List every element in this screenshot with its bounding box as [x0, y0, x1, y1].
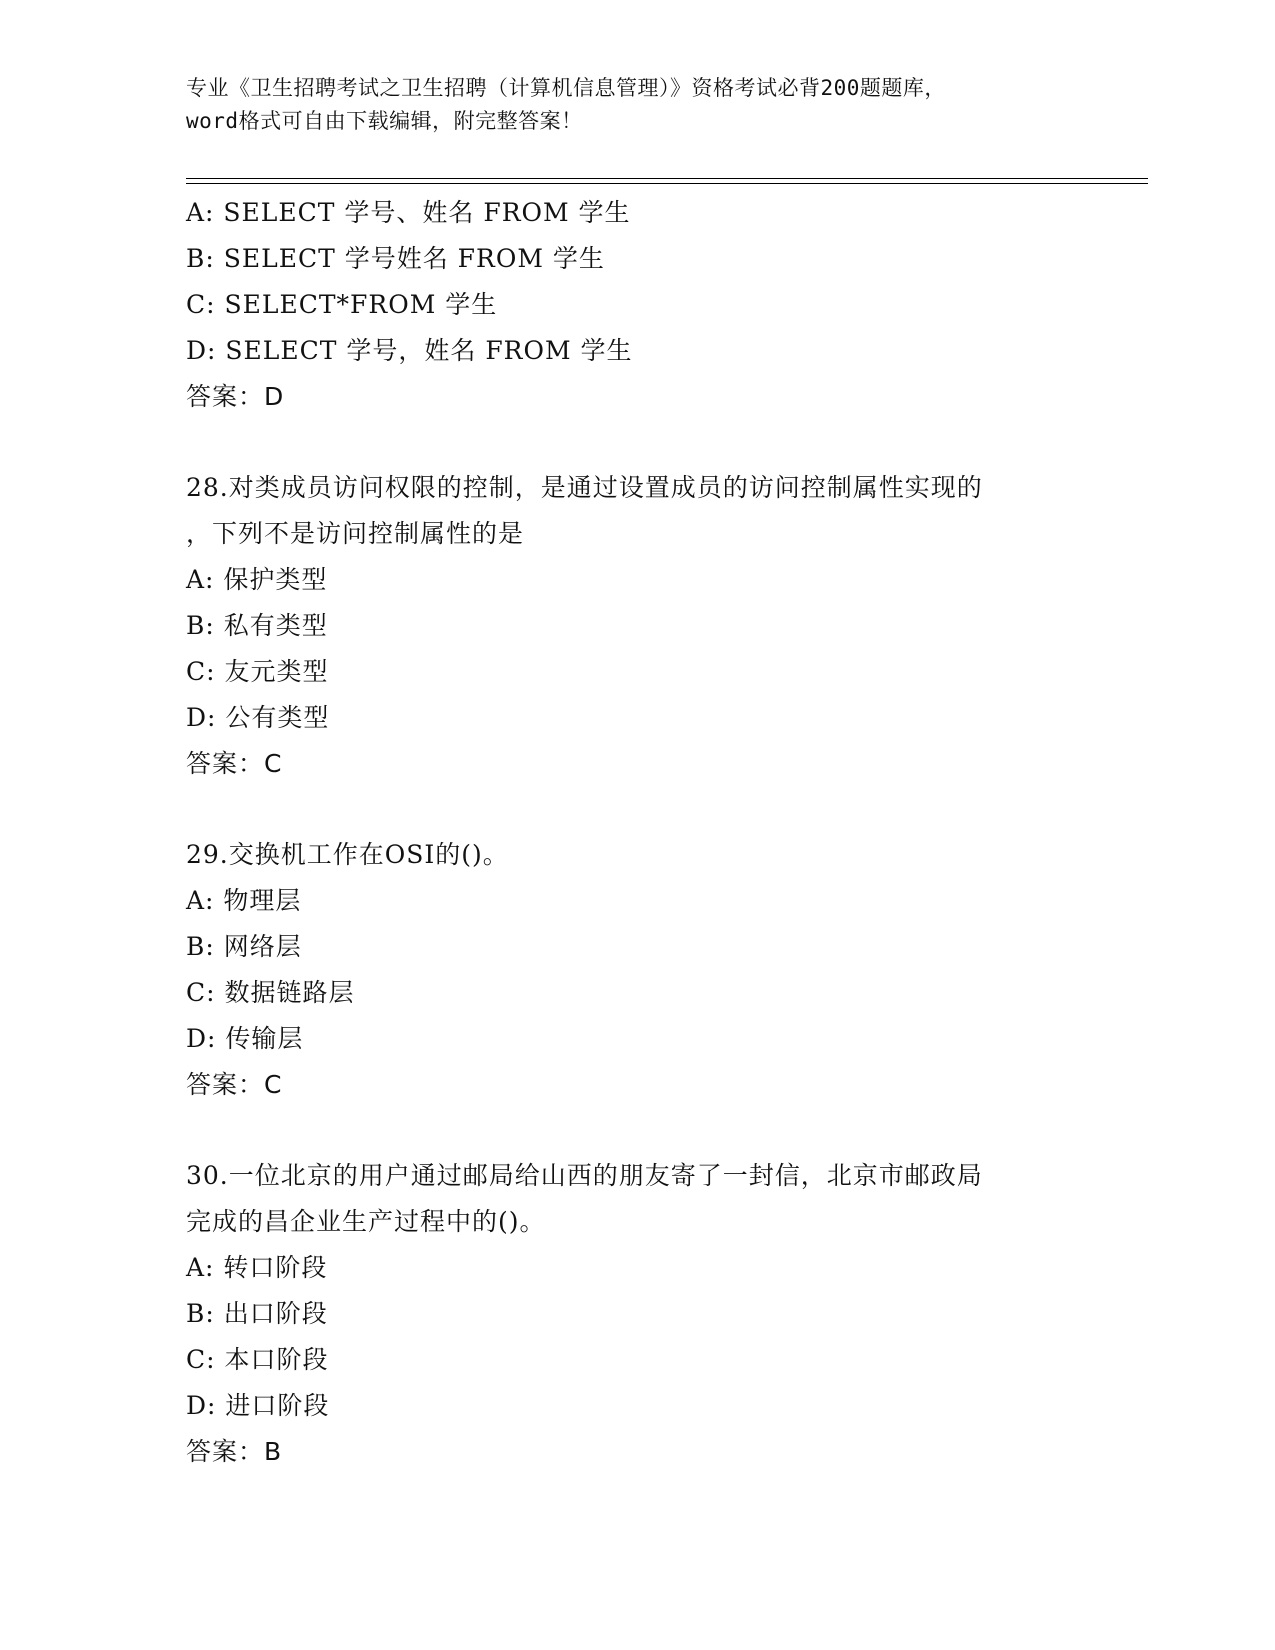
option-c: C: SELECT*FROM 学生 — [186, 290, 498, 319]
question-30 — [186, 1153, 1086, 1475]
header-line-2: word格式可自由下载编辑，附完整答案！ — [186, 109, 583, 133]
option-d: D: SELECT 学号，姓名 FROM 学生 — [186, 336, 633, 365]
question-list — [186, 190, 1086, 1475]
option-b: B: 网络层 — [186, 932, 302, 961]
option-c: C: 本口阶段 — [186, 1345, 329, 1374]
option-a: A: SELECT 学号、姓名 FROM 学生 — [186, 198, 631, 227]
question-stem: 28.对类成员访问权限的控制，是通过设置成员的访问控制属性实现的 — [186, 473, 983, 502]
option-a: A: 物理层 — [186, 886, 302, 915]
answer: 答案：D — [186, 382, 285, 411]
question-28 — [186, 465, 1086, 787]
option-a: A: 保护类型 — [186, 565, 328, 594]
option-b: B: 出口阶段 — [186, 1299, 328, 1328]
question-gap — [186, 787, 1086, 832]
answer: 答案：B — [186, 1437, 283, 1466]
option-d: D: 进口阶段 — [186, 1391, 330, 1420]
option-a: A: 转口阶段 — [186, 1253, 328, 1282]
question-27 — [186, 190, 1086, 420]
option-d: D: 公有类型 — [186, 703, 330, 732]
header-divider-top — [186, 178, 1148, 179]
header-line-1: 专业《卫生招聘考试之卫生招聘（计算机信息管理）》资格考试必背200题题库， — [186, 76, 946, 100]
question-stem: 30.一位北京的用户通过邮局给山西的朋友寄了一封信，北京市邮政局 — [186, 1161, 983, 1190]
answer: 答案：C — [186, 1070, 283, 1099]
option-c: C: 数据链路层 — [186, 978, 355, 1007]
option-c: C: 友元类型 — [186, 657, 329, 686]
question-29 — [186, 832, 1086, 1108]
question-gap — [186, 420, 1086, 465]
question-stem: 29.交换机工作在OSI的()。 — [186, 840, 509, 869]
option-b: B: SELECT 学号姓名 FROM 学生 — [186, 244, 605, 273]
document-header — [186, 72, 1086, 138]
answer: 答案：C — [186, 749, 283, 778]
header-divider-bottom — [186, 183, 1148, 184]
option-b: B: 私有类型 — [186, 611, 328, 640]
question-stem-continued: 完成的昌企业生产过程中的()。 — [186, 1207, 546, 1236]
question-stem-continued: ，下列不是访问控制属性的是 — [186, 519, 525, 548]
option-d: D: 传输层 — [186, 1024, 304, 1053]
question-gap — [186, 1108, 1086, 1153]
